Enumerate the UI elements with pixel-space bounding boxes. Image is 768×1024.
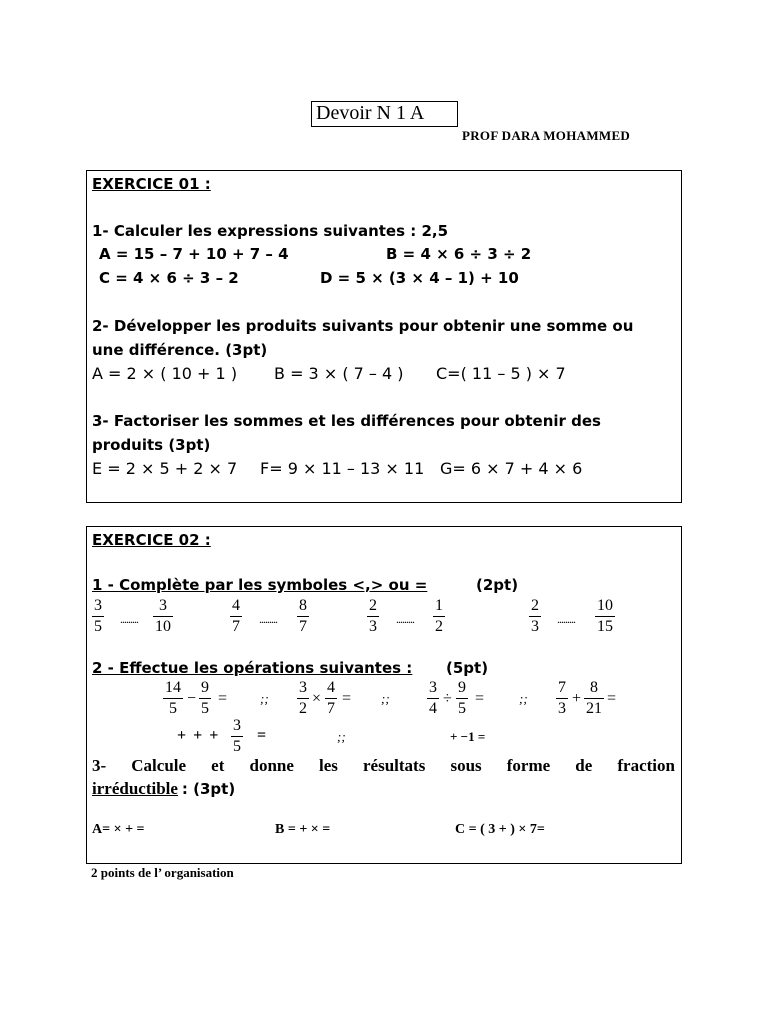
compare-blank[interactable]: ......... [557, 612, 575, 626]
ex1-q2-b: B = 3 × ( 7 – 4 ) [274, 364, 404, 383]
ex2-q3-text: 3- Calcule et donne les résultats sous forme de fraction [92, 756, 675, 775]
row3-prefix: + + + [177, 727, 219, 744]
fraction: 2 3 [369, 597, 377, 635]
ex2-q3-line1 [92, 756, 675, 776]
divide-sign: ÷ [443, 690, 452, 707]
separator: ;; [337, 729, 346, 744]
equals-sign: = [342, 690, 352, 707]
fraction: 4 7 [232, 597, 240, 635]
footer-note: 2 points de l’ organisation [91, 865, 234, 880]
ex1-q2-line1: 2- Développer les produits suivants pour obtenir une somme ou [92, 317, 634, 335]
fraction: 10 15 [597, 597, 613, 635]
fraction: 9 5 [458, 679, 466, 717]
fraction: 4 7 [327, 679, 335, 717]
fraction: 3 2 [299, 679, 307, 717]
minus-sign: − [187, 690, 197, 707]
separator: ;; [519, 691, 528, 706]
ex1-q1-d: D = 5 × (3 × 4 – 1) + 10 [320, 269, 519, 287]
equals-sign: = [257, 727, 267, 744]
ex1-q2-line2: une différence. (3pt) [92, 341, 268, 359]
exercise-1-heading: EXERCICE 01 : [92, 175, 211, 193]
row3-last: + −1 = [450, 729, 486, 744]
ex2-q2-points: (5pt) [446, 659, 489, 677]
ex2-q3-line2 [92, 779, 235, 799]
ex2-q1-label: 1 - Complète par les symboles <,> ou = [92, 576, 428, 594]
compare-blank[interactable]: ......... [396, 612, 414, 626]
fraction: 8 7 [299, 597, 307, 635]
equals-sign: = [218, 690, 228, 707]
fraction: 9 5 [201, 679, 209, 717]
fraction: 3 4 [429, 679, 437, 717]
compare-blank[interactable]: ......... [259, 612, 277, 626]
ex1-q3-f: F= 9 × 11 – 13 × 11 [260, 459, 425, 478]
ex1-q1-a: A = 15 – 7 + 10 + 7 – 4 [99, 245, 289, 263]
plus-sign: + [572, 690, 582, 707]
separator: ;; [260, 691, 269, 706]
ex1-q3-g: G= 6 × 7 + 4 × 6 [440, 459, 583, 478]
fraction: 3 5 [94, 597, 102, 635]
compare-blank[interactable]: ......... [120, 612, 138, 626]
ex2-q3-a: A= × + = [92, 822, 145, 837]
author-name: PROF DARA MOHAMMED [462, 128, 631, 143]
fraction: 7 3 [558, 679, 566, 717]
ex1-q1-text: 1- Calculer les expressions suivantes : 2,5 [92, 222, 449, 240]
exercise-2-heading: EXERCICE 02 : [92, 531, 211, 549]
fraction: 3 10 [155, 597, 171, 635]
equals-sign: = [607, 690, 617, 707]
ex1-q1-c: C = 4 × 6 ÷ 3 – 2 [99, 269, 239, 287]
ex2-q3-points: : (3pt) [181, 780, 236, 798]
ex1-q3-line2: produits (3pt) [92, 436, 211, 454]
equals-sign: = [475, 690, 485, 707]
ex2-q3-c: C = ( 3 + ) × 7= [455, 822, 545, 837]
fraction: 14 5 [165, 679, 181, 717]
separator: ;; [381, 691, 390, 706]
ex2-q2-label: 2 - Effectue les opérations suivantes : [92, 659, 413, 677]
ex1-q2-c: C=( 11 – 5 ) × 7 [436, 364, 566, 383]
fraction: 1 2 [435, 597, 443, 635]
ex1-q1-b: B = 4 × 6 ÷ 3 ÷ 2 [386, 245, 532, 263]
ex2-q1-points: (2pt) [476, 576, 519, 594]
ex1-q3-e: E = 2 × 5 + 2 × 7 [92, 459, 238, 478]
fraction: 8 21 [586, 679, 602, 717]
irreducible-word: irréductible [92, 779, 178, 798]
ex2-q3-b: B = + × = [275, 822, 331, 837]
times-sign: × [312, 690, 322, 707]
fraction: 2 3 [531, 597, 539, 635]
ex1-q2-a: A = 2 × ( 10 + 1 ) [92, 364, 238, 383]
ex1-q3-line1: 3- Factoriser les sommes et les différences pour obtenir des [92, 412, 601, 430]
fraction: 3 5 [233, 717, 241, 755]
page-title: Devoir N 1 A [316, 102, 425, 124]
